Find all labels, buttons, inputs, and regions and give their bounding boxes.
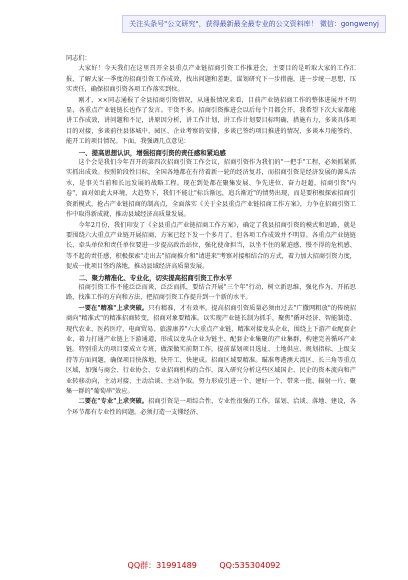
section-heading: 一、提高思想认识，增强招商引资的责任感和紧迫感 — [78, 148, 226, 157]
paragraph: 招商引资工作不能泛泛而谈、泛泛而抓，要结合开展"三个年"行动，树立新思维，强化作为，开拓思路，找准工作的方向和方法，把招商引资工作提升到一个新的水平。 — [66, 283, 356, 302]
qq-number: QQ:535304092 — [219, 561, 281, 570]
qq-group: QQ群：31991489 — [127, 561, 197, 570]
document-body — [66, 54, 356, 418]
header-banner — [0, 0, 408, 48]
section-heading: 二、聚力精准化、专业化，切实提高招商引资工作水平 — [78, 273, 233, 282]
footer-contacts — [0, 560, 408, 571]
paragraph: 刚才，××同志通报了全县招商引资情况，从通报情况来看，目前产业链招商工作的整体进展并不明显，各重点产业链链长也作了发言。干货不多。招商引资推进会以后每个月都会开，我希望下次大家都能讲工作成效，讲问题和不足，讲原因分析，讲工作计划，讲工作计划要目标明确，措施有力，多谈具体项目的对接，多谈前往县体城中、园区、企业考察的安排，多谈已签约项目推进的情况，多谈本月能签约、能开工的项目情况。下面，我强调几点意见： — [66, 96, 356, 146]
paragraph: 大家好！今天我们在这里召开全县重点产业链招商引资工作推进会，主要目的是听取大家的工作汇报，了解大家一季度的招商引资工作成效，找出问题和差距，谋划研究下一步措施，进一步统一思想，压实责任，确保招商引资各项工作落实到位。 — [66, 65, 356, 94]
list-item — [66, 304, 356, 398]
item-body: 只有精准，才有效率。提高招商引资质量必须由过去"广撒网粗放"的传统招商向"精准式"的精准招商转变，招商对象要精准。以实现产业链长制为抓手，聚焦"循环经济、智能制造、现代农业、医药医疗、电商贸易、旅游康养"六大重点产业链，精准对接龙头企业，围绕上下游产业配套企业，着力打通产业链上下游通道，形成以龙头企业为链主、配套企业集聚的产业集群，构建完善循环产业链。特别重大的项目要成立专班，做深做实前期工作，提前谋划项目选址、土地供应、规划指标、上级支持等方面问题，确保项目快落地、快开工、快建成。招商区域要精准。瞄准粤港澳大湾区、长三角等重点区域，加强与商会、行业协会、专业招商机构的合作，深入研究分析这些区域国企、民企的资本流向和产业转移动向，主动对接、主动洽谈、主动争取。努力形成引进一个、建好一个、带来一批、辐射一片、聚集一群的"葡萄串"效应。 — [66, 304, 356, 395]
greeting: 同志们： — [66, 55, 91, 62]
list-item — [66, 397, 356, 418]
item-lead: 一要在"精准"上求突破。 — [78, 304, 149, 312]
item-body: 招商引资是一项综合性、专业性很强的工作，谋划、洽谈、落地、建设，各个环节都有专业性的问题，必须打造一支懂经济、 — [66, 398, 356, 416]
item-lead: 二要在"专业"上求突破。 — [78, 398, 149, 406]
paragraph: 这个会是我们今年召开的第四次招商引资工作会议，招商引资作为我们的"一把手"工程，必须抓紧抓实抓出成效。按照阶段性目标，全国各地都在有待着新一轮的经济复苏，而招商引资是经济发展的源头活水，是事关当前和长远发展的战略工程。现在到处都在聚集发展、争先进位、奋力赶超，招商引资"内卷"，面对如此大环境，大趋势下，我们不能让"标兵渐远，追兵渐近"的情势出现，而是要积极探索招商引资新模式，抢占产业链招商的制高点，全面落实《关于全县重点产业链招商工作方案》，力争在招商引资工作中取得新成就，推动县域经济高质量发展。 — [66, 159, 356, 219]
banner-text: 关注头条号"公文研究"，获得最新最全最专业的公文资料库！ 微信：gongwenyj — [122, 15, 386, 33]
paragraph: 今年2月份，我们印发了《全县重点产业链招商工作方案》，确定了我县招商引资的模式和思路，就是要围绕六大重点产业链开展招商，方案已经下发一个多月了，但各项工作成效并不明显。各重点产业链链长、牵头单位和责任单位要进一步提高政治站位，强化使命担当，以坐不住的紧迫感、慢不得的危机感、等不起的责任感，积极探索"走出去"招商推介和"请进来"考察对接相结合的方式，着力加大招商引资力度，促成一批项目签约落地，推动县域经济高质量发展。 — [66, 221, 356, 271]
